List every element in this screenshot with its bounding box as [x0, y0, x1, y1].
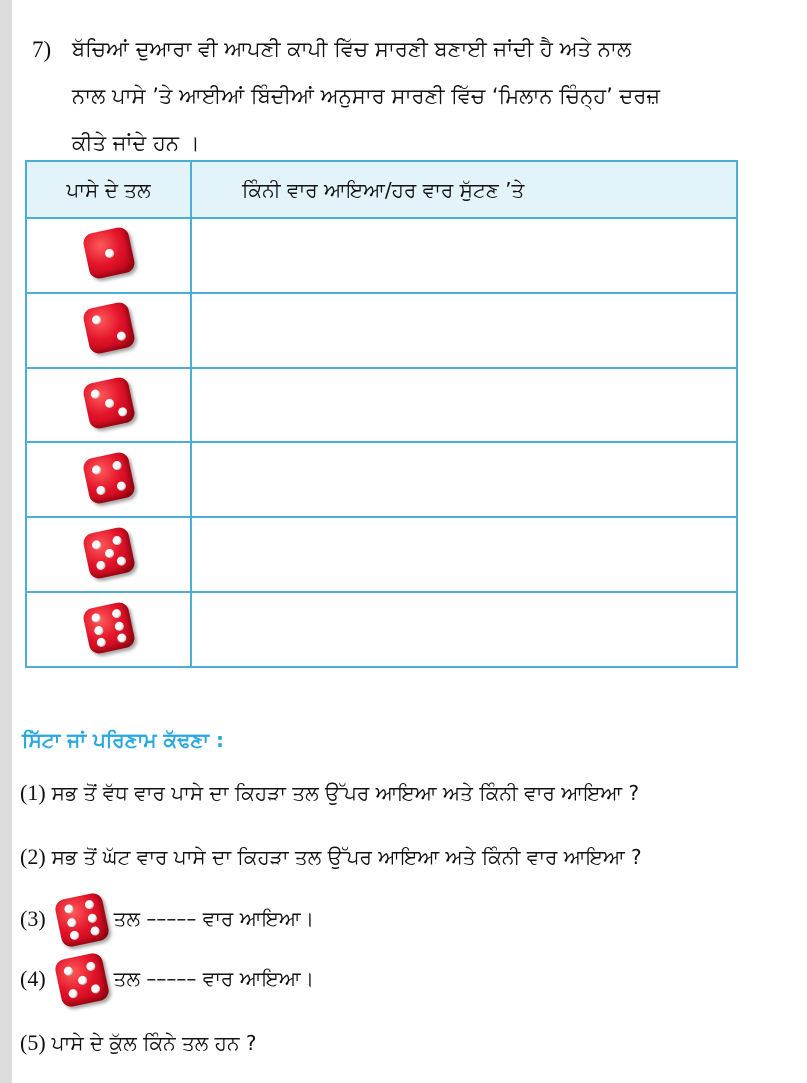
die-pip — [91, 539, 102, 550]
question-text: ਤਲ ––––– ਵਾਰ ਆਇਆ। — [113, 906, 315, 931]
die-pip — [68, 988, 79, 999]
question-number: (5) — [20, 1030, 46, 1055]
result-question-5 — [20, 1030, 256, 1056]
die-pip — [116, 556, 127, 567]
result-question-1 — [20, 780, 639, 806]
table-row — [26, 442, 737, 517]
die-pip — [84, 899, 95, 910]
die-pip — [95, 560, 106, 571]
die-pip — [63, 966, 74, 977]
result-question-4 — [20, 956, 314, 1004]
die-pip — [87, 912, 98, 923]
die-pip — [115, 480, 126, 491]
question-number: (3) — [20, 905, 46, 931]
face-cell — [26, 218, 191, 293]
die-pip — [91, 315, 102, 326]
tally-table — [25, 160, 738, 668]
question-number: (4) — [20, 965, 46, 991]
die-pip — [93, 624, 104, 635]
die-pip — [76, 975, 87, 986]
table-row — [26, 592, 737, 667]
question-number: (1) — [20, 780, 46, 805]
die-pip — [96, 637, 107, 648]
result-question-3 — [20, 896, 314, 944]
header-times-appeared: ਕਿੰਨੀ ਵਾਰ ਆਇਆ/ਹਰ ਵਾਰ ਸੁੱਟਣ ’ਤੇ — [191, 161, 737, 218]
die-pip — [103, 398, 114, 409]
page-margin-bar — [0, 0, 12, 1083]
die-pip — [103, 547, 114, 558]
question-number: 7) — [32, 37, 52, 62]
die-pip — [90, 389, 101, 400]
question-text: ਤਲ ––––– ਵਾਰ ਆਇਆ। — [113, 966, 315, 991]
face-cell — [26, 442, 191, 517]
die-pip — [95, 485, 106, 496]
die-pip — [63, 904, 74, 915]
die-face-6-icon — [53, 892, 110, 949]
tally-cell — [191, 293, 737, 368]
face-cell — [26, 368, 191, 443]
die-pip — [115, 331, 126, 342]
table-header-row — [26, 161, 737, 218]
die-pip — [91, 465, 102, 476]
die-face-1-icon — [81, 226, 136, 281]
die-pip — [91, 612, 102, 623]
question-text: ਪਾਸੇ ਦੇ ਕੁੱਲ ਕਿੰਨੇ ਤਲ ਹਨ ? — [51, 1031, 257, 1055]
tally-cell — [191, 517, 737, 592]
tally-cell — [191, 218, 737, 293]
die-pip — [69, 930, 80, 941]
face-cell — [26, 293, 191, 368]
tally-cell — [191, 592, 737, 667]
table-row — [26, 368, 737, 443]
table-row — [26, 517, 737, 592]
header-die-faces: ਪਾਸੇ ਦੇ ਤਲ — [26, 161, 191, 218]
die-face-6-icon — [81, 600, 136, 655]
tally-cell — [191, 368, 737, 443]
result-question-2 — [20, 844, 642, 870]
intro-line-2: ਨਾਲ ਪਾਸੇ ’ਤੇ ਆਈਆਂ ਬਿੰਦੀਆਂ ਅਨੁਸਾਰ ਸਾਰਣੀ ਵਿੱਚ ‘ਮਿਲਾਨ ਚਿੰਨ੍ਹ’ ਦਰਜ਼ — [72, 84, 661, 108]
die-pip — [116, 633, 127, 644]
table-row — [26, 293, 737, 368]
intro-line-1: ਬੱਚਿਆਂ ਦੁਆਰਾ ਵੀ ਆਪਣੀ ਕਾਪੀ ਵਿੱਚ ਸਾਰਣੀ ਬਣਾਈ ਜਾਂਦੀ ਹੈ ਅਤੇ ਨਾਲ — [72, 37, 632, 61]
question-text: ਸਭ ਤੋਂ ਘੱਟ ਵਾਰ ਪਾਸੇ ਦਾ ਕਿਹੜਾ ਤਲ ਉੱਪਰ ਆਇਆ ਅਤੇ ਕਿੰਨੀ ਵਾਰ ਆਇਆ ? — [51, 845, 642, 869]
die-pip — [66, 917, 77, 928]
question-text: ਸਭ ਤੋਂ ਵੱਧ ਵਾਰ ਪਾਸੇ ਦਾ ਕਿਹੜਾ ਤਲ ਉੱਪਰ ਆਇਆ ਅਤੇ ਕਿੰਨੀ ਵਾਰ ਆਇਆ ? — [51, 781, 640, 805]
die-pip — [117, 407, 128, 418]
die-pip — [103, 248, 114, 259]
table-row — [26, 218, 737, 293]
die-pip — [111, 535, 122, 546]
question-number: (2) — [20, 844, 46, 869]
die-pip — [110, 608, 121, 619]
die-face-3-icon — [81, 376, 136, 431]
die-pip — [89, 926, 100, 937]
die-face-2-icon — [81, 301, 136, 356]
die-face-5-icon — [53, 952, 110, 1009]
intro-line-3: ਕੀਤੇ ਜਾਂਦੇ ਹਨ । — [72, 131, 200, 155]
tally-cell — [191, 442, 737, 517]
face-cell — [26, 592, 191, 667]
die-pip — [85, 962, 96, 973]
face-cell — [26, 517, 191, 592]
die-pip — [89, 983, 100, 994]
die-pip — [113, 620, 124, 631]
results-heading: ਸਿੱਟਾ ਜਾਂ ਪਰਿਣਾਮ ਕੱਢਣਾ : — [22, 728, 224, 752]
die-face-5-icon — [81, 525, 136, 580]
die-pip — [111, 461, 122, 472]
die-face-4-icon — [81, 451, 136, 506]
